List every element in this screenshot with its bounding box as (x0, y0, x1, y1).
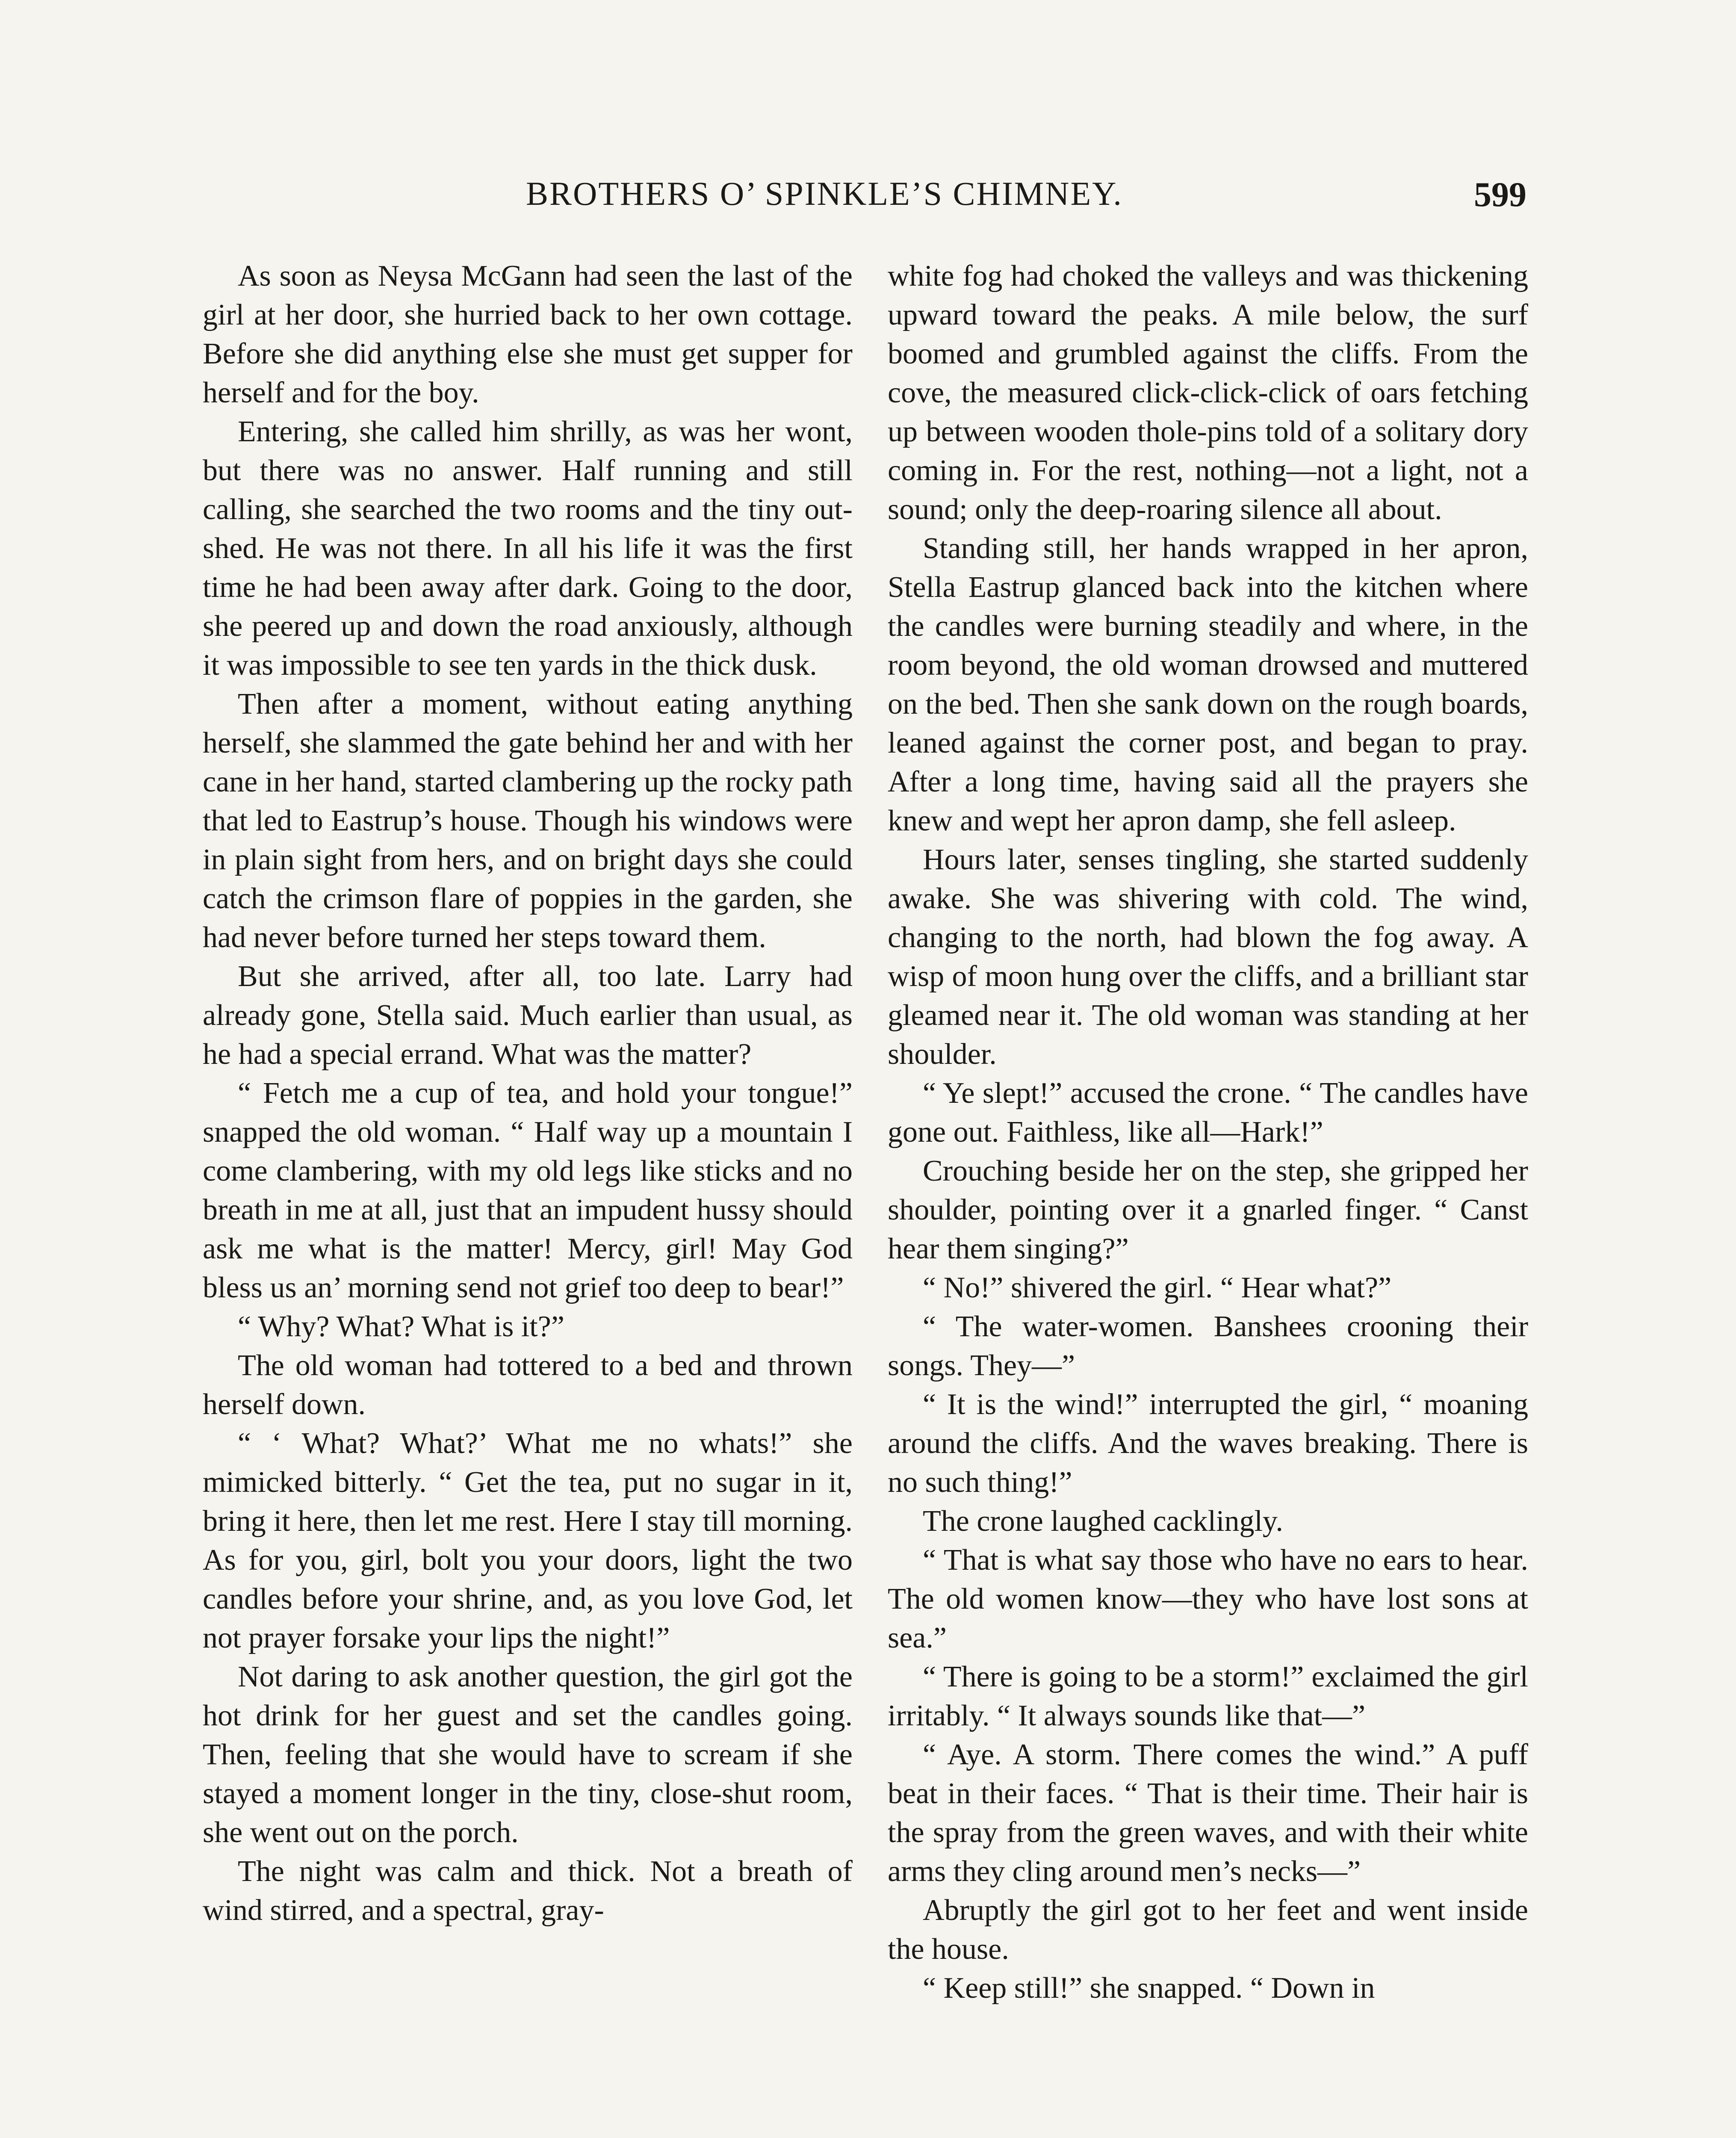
paragraph: “ Aye. A storm. There comes the wind.” A puff beat in their faces. “ That is their time. Their hair is the spray from the green waves, and with their white arms they cling around men’s necks—” (888, 1738, 1528, 1888)
paragraph: “ Why? What? What is it?” (238, 1310, 564, 1343)
paragraph: “ ‘ What? What?’ What me no whats!” she mimicked bitterly. “ Get the tea, put no sugar in it, bring it here, then let me rest. Here I stay till morning. As for you, girl, bolt you your doors, light the two candles before your shrine, and, as you love God, let not prayer forsake your lips the night!” (203, 1427, 853, 1654)
paragraph: “ Ye slept!” accused the crone. “ The candles have gone out. Faithless, like all—Hark!” (888, 1077, 1528, 1149)
paragraph: “ The water-women. Banshees crooning their songs. They—” (888, 1310, 1528, 1382)
paragraph: “ It is the wind!” interrupted the girl, “ moaning around the cliffs. And the waves breaking. There is no such thing!” (888, 1388, 1528, 1499)
paragraph: “ Fetch me a cup of tea, and hold your tongue!” snapped the old woman. “ Half way up a mountain I come clambering, with my old legs like sticks and no breath in me at all, just that an impudent hussy should ask me what is the matter! Mercy, girl! May God bless us an’ morning send not grief too deep to bear!” (203, 1077, 853, 1304)
paragraph: Entering, she called him shrilly, as was her wont, but there was no answer. Half running and still calling, she searched the two rooms and the tiny out-shed. He was not there. In all his life it was the first time he had been away after dark. Going to the door, she peered up and down the road anxiously, although it was impossible to see ten yards in the thick dusk. (203, 415, 853, 682)
page-header (526, 174, 1526, 221)
paragraph: Abruptly the girl got to her feet and went inside the house. (888, 1894, 1528, 1966)
page-number: 599 (1474, 175, 1526, 214)
right-column (888, 257, 1528, 2008)
left-column (203, 257, 853, 1930)
paragraph: “ There is going to be a storm!” exclaimed the girl irritably. “ It always sounds like that—” (888, 1660, 1528, 1732)
paragraph: “ No!” shivered the girl. “ Hear what?” (923, 1271, 1392, 1304)
paragraph: The old woman had tottered to a bed and thrown herself down. (203, 1349, 853, 1421)
paragraph: As soon as Neysa McGann had seen the last of the girl at her door, she hurried back to her own cottage. Before she did anything else she must get supper for herself and for the boy. (203, 260, 853, 409)
paragraph: Hours later, senses tingling, she started suddenly awake. She was shivering with cold. The wind, changing to the north, had blown the fog away. A wisp of moon hung over the cliffs, and a brilliant star gleamed near it. The old woman was standing at her shoulder. (888, 843, 1528, 1071)
paragraph: The crone laughed cacklingly. (923, 1505, 1283, 1538)
paragraph: The night was calm and thick. Not a breath of wind stirred, and a spectral, gray- (203, 1855, 853, 1927)
paragraph: Then after a moment, without eating anything herself, she slammed the gate behind her and with her cane in her hand, started clambering up the rocky path that led to Eastrup’s house. Though his windows were in plain sight from hers, and on bright days she could catch the crimson flare of poppies in the garden, she had never before turned her steps toward them. (203, 688, 853, 954)
paragraph: But she arrived, after all, too late. Larry had already gone, Stella said. Much earlier than usual, as he had a special errand. What was the matter? (203, 960, 853, 1071)
paragraph: Crouching beside her on the step, she gripped her shoulder, pointing over it a gnarled finger. “ Canst hear them singing?” (888, 1155, 1528, 1265)
paragraph: “ That is what say those who have no ears to hear. The old women know—they who have lost sons at sea.” (888, 1544, 1528, 1654)
paragraph: Standing still, her hands wrapped in her apron, Stella Eastrup glanced back into the kitchen where the candles were burning steadily and where, in the room beyond, the old woman drowsed and muttered on the bed. Then she sank down on the rough boards, leaned against the corner post, and began to pray. After a long time, having said all the prayers she knew and wept her apron damp, she fell asleep. (888, 532, 1528, 837)
paragraph: “ Keep still!” she snapped. “ Down in (923, 1972, 1375, 2005)
running-title: BROTHERS O’ SPINKLE’S CHIMNEY. (526, 175, 1123, 212)
paragraph-continued: white fog had choked the valleys and was thickening upward toward the peaks. A mile below, the surf boomed and grumbled against the cliffs. From the cove, the measured click-click-click of oars fetching up between wooden thole-pins told of a solitary dory coming in. For the rest, nothing—not a light, not a sound; only the deep-roaring silence all about. (888, 260, 1528, 526)
paragraph: Not daring to ask another question, the girl got the hot drink for her guest and set the candles going. Then, feeling that she would have to scream if she stayed a moment longer in the tiny, close-shut room, she went out on the porch. (203, 1660, 853, 1849)
